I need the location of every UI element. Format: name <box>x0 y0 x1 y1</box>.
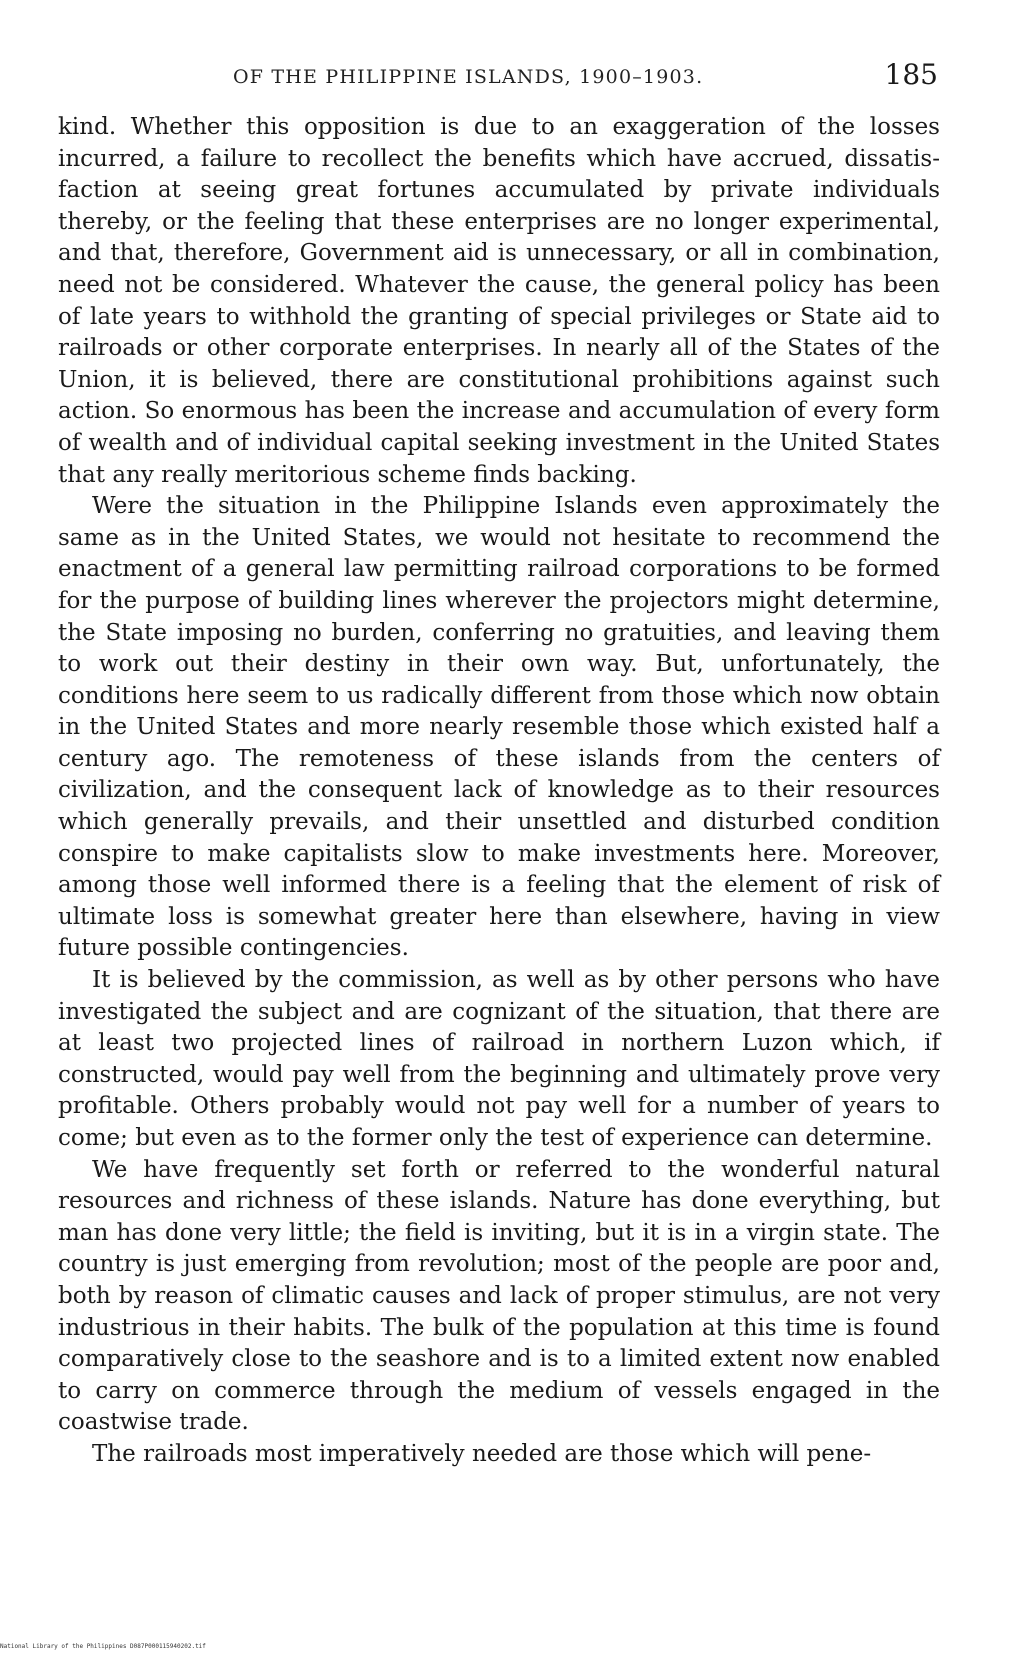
paragraph-continuation: kind. Whether this opposition is due to an exaggeration of the losses incurred, a failure to recollect the benefits which have accrued, dissatisfaction at seeing great fortunes accumulated by private individuals thereby, or the feeling that these enterprises are no longer experimental, and that, therefore, Government aid is unnecessary, or all in combination, need not be considered. Whatever the cause, the general policy has been of late years to withhold the granting of special privileges or State aid to railroads or other corporate enterprises. In nearly all of the States of the Union, it is believed, there are constitutional prohibitions against such action. So enormous has been the increase and accumulation of every form of wealth and of individual capital seeking investment in the United States that any really meritorious scheme finds backing. <box>58 114 940 488</box>
running-title: OF THE PHILIPPINE ISLANDS, 1900–1903. <box>233 66 704 88</box>
body-text <box>58 112 940 1471</box>
scan-footer: National Library of the Philippines D087P000115940202.tif <box>0 1643 206 1650</box>
paragraph: We have frequently set forth or referred to the wonderful natural resources and richness of these islands. Nature has done everything, but man has done very little; the field is inviting, but it is in a virgin state. The country is just emerging from revolution; most of the people are poor and, both by reason of climatic causes and lack of proper stimulus, are not very industrious in their habits. The bulk of the population at this time is found comparatively close to the seashore and is to a limited extent now enabled to carry on commerce through the medium of vessels engaged in the coastwise trade. <box>58 1156 940 1436</box>
paragraph-incomplete: The railroads most imperatively needed are those which will pene- <box>92 1440 872 1467</box>
paragraph: It is believed by the commission, as well as by other persons who have investigated the subject and are cognizant of the situation, that there are at least two projected lines of railroad in northern Luzon which, if constructed, would pay well from the beginning and ultimately prove very profitable. Others probably would not pay well for a number of years to come; but even as to the former only the test of experience can determine. <box>58 967 940 1151</box>
page-number: 185 <box>884 58 938 91</box>
paragraph: Were the situation in the Philippine Islands even approximately the same as in the United States, we would not hesitate to recommend the enactment of a general law permitting railroad corporations to be formed for the purpose of building lines wherever the projectors might determine, the State imposing no burden, conferring no gratuities, and leaving them to work out their destiny in their own way. But, unfortunately, the conditions here seem to us radically different from those which now obtain in the United States and more nearly resemble those which existed half a century ago. The remoteness of these islands from the centers of civilization, and the consequent lack of knowledge as to their resources which generally prevails, and their unsettled and disturbed condition conspire to make capitalists slow to make investments here. Moreover, among those well informed there is a feeling that the element of risk of ultimate loss is somewhat greater here than elsewhere, having in view future possible contingencies. <box>58 493 940 962</box>
running-head <box>58 58 938 98</box>
